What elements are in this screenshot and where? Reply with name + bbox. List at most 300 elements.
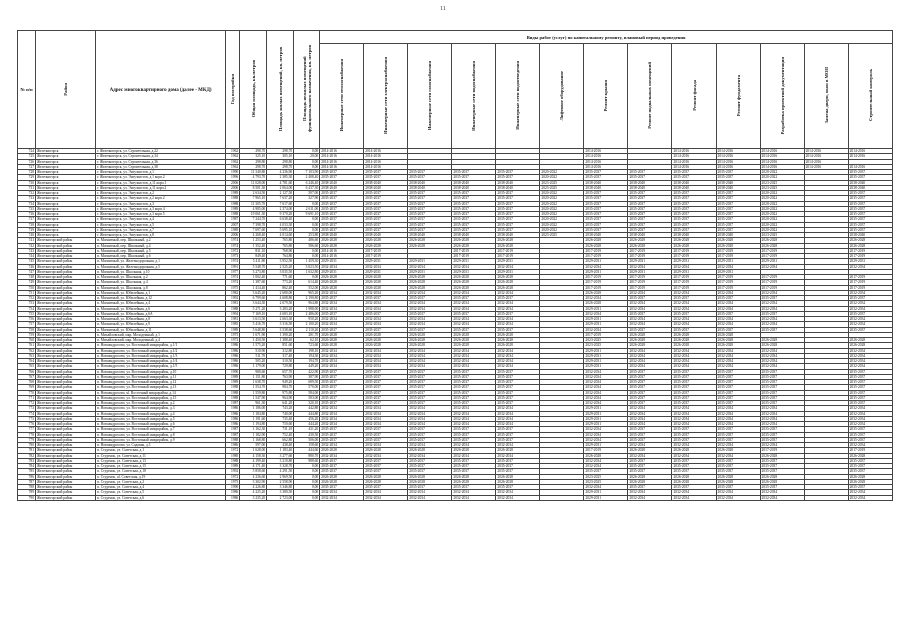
table-cell: 2017-2019 (848, 248, 892, 253)
table-cell: 20,00 (294, 154, 320, 159)
table-cell: 3 235,20 (240, 495, 267, 500)
table-cell: Железногорск (36, 154, 96, 159)
table-cell: 325,10 (240, 154, 267, 159)
table-cell: 2035-2037 (716, 327, 760, 332)
table-cell: 2032-2034 (628, 359, 672, 364)
table-cell: г. Железногорск, ул. Энтузиастов, д.8 (96, 233, 226, 238)
table-cell: 2032-2034 (320, 416, 364, 421)
table-cell: 2035-2037 (628, 222, 672, 227)
table-cell: 2006 (226, 185, 240, 190)
table-cell: 194,70 (294, 359, 320, 364)
table-cell: 1 183,40 (267, 448, 294, 453)
table-cell: 2032-2034 (320, 348, 364, 353)
table-row (18, 437, 893, 442)
table-cell: 2035-2037 (364, 217, 408, 222)
table-cell: 2035-2037 (716, 464, 760, 469)
table-cell: 4 158,30 (240, 453, 267, 458)
table-cell: Железногорский район (36, 264, 96, 269)
table-cell: 2026-2028 (364, 332, 408, 337)
table-cell: 2035-2037 (716, 437, 760, 442)
table-cell: 2026-2028 (320, 285, 364, 290)
table-cell: 2032-2034 (848, 364, 892, 369)
table-cell: 758 (18, 327, 36, 332)
table-cell: 2035-2037 (320, 296, 364, 301)
table-cell: 2035-2037 (760, 369, 804, 374)
table-cell: 2035-2037 (364, 296, 408, 301)
table-cell: 2 486,00 (294, 311, 320, 316)
table-cell: 2035-2037 (672, 311, 716, 316)
table-cell: 2032-2034 (452, 264, 496, 269)
table-cell: 2038-2040 (452, 185, 496, 190)
table-row (18, 306, 893, 311)
table-cell: 2032-2034 (364, 290, 408, 295)
table-cell: 5 858,60 (240, 469, 267, 474)
table-cell: 2026-2028 (408, 238, 452, 243)
table-cell: 2035-2037 (672, 464, 716, 469)
table-cell: 2035-2037 (408, 374, 452, 379)
table-cell: 2035-2037 (760, 432, 804, 437)
table-cell: 0,00 (294, 201, 320, 206)
table-cell: 2017-2019 (760, 248, 804, 253)
table-cell: 1996 (226, 175, 240, 180)
table-cell: Железногорский район (36, 322, 96, 327)
table-cell: 5 695,10 (267, 227, 294, 232)
table-cell: 2032-2034 (452, 290, 496, 295)
table-cell: 2035-2037 (452, 327, 496, 332)
table-cell: 1 184,80 (240, 411, 267, 416)
table-cell: 2032-2034 (628, 290, 672, 295)
table-cell: 2026-2028 (672, 479, 716, 484)
table-cell: 1 002,40 (240, 275, 267, 280)
table-cell: 2032-2034 (848, 348, 892, 353)
table-cell: 723,60 (294, 343, 320, 348)
table-cell: 2032-2034 (716, 322, 760, 327)
table-cell: 2038-2040 (584, 180, 628, 185)
table-cell: 2026-2028 (716, 338, 760, 343)
table-cell: 2035-2037 (320, 458, 364, 463)
table-cell: 2035-2037 (848, 464, 892, 469)
table-cell: 2032-2034 (716, 290, 760, 295)
table-cell: 773,20 (267, 280, 294, 285)
table-cell: 2023-2025 (540, 180, 584, 185)
table-cell: 4 171,40 (240, 464, 267, 469)
table-cell: п. Новоандросово, ul. Восточный микрорайон, д.14 (96, 390, 226, 395)
table-cell: 1 179,00 (240, 364, 267, 369)
table-cell: 2020-2022 (540, 222, 584, 227)
table-cell: 2026-2028 (496, 448, 540, 453)
table-cell: 2020-2022 (540, 170, 584, 175)
table-cell: 2020-2022 (760, 175, 804, 180)
table-cell: 787 (18, 479, 36, 484)
table-cell: 2035-2037 (672, 395, 716, 400)
table-cell: 2026-2028 (848, 474, 892, 479)
table-cell: 2035-2037 (716, 401, 760, 406)
table-cell: 2020-2022 (760, 170, 804, 175)
table-cell: 2035-2037 (320, 191, 364, 196)
table-cell: 1988 (226, 395, 240, 400)
table-cell: 1 352,40 (240, 243, 267, 248)
table-cell: 0,00 (294, 217, 320, 222)
table-cell: 2032-2034 (628, 443, 672, 448)
table-cell: 782 (18, 453, 36, 458)
table-cell: 2029-2031 (584, 348, 628, 353)
table-cell: 9 691,10 (294, 212, 320, 217)
table-cell: 2035-2037 (716, 170, 760, 175)
table-cell: 2014-2016 (320, 248, 364, 253)
table-cell: 1988 (226, 385, 240, 390)
table-cell: 2 634,50 (240, 191, 267, 196)
table-cell: 2035-2037 (496, 437, 540, 442)
table-row (18, 338, 893, 343)
table-cell: 2035-2037 (364, 196, 408, 201)
table-cell: 2035-2037 (584, 469, 628, 474)
table-cell: 198,10 (294, 348, 320, 353)
header-work-type: Инженерные сети водоотведения (496, 44, 540, 149)
table-cell: 2026-2028 (320, 479, 364, 484)
table-cell: 2032-2034 (320, 306, 364, 311)
table-cell: 1992 (226, 469, 240, 474)
table-cell: 784 (18, 464, 36, 469)
table-cell: 741 (18, 238, 36, 243)
table-cell: 0,00 (294, 164, 320, 169)
header-work-type: Инженерные сети электроснабжения (364, 44, 408, 149)
table-cell: 2035-2037 (584, 191, 628, 196)
table-cell: 2017-2019 (848, 275, 892, 280)
header-work-type: Ремонт крыши (584, 44, 628, 149)
table-cell: 747 (18, 269, 36, 274)
table-cell: 764,80 (267, 254, 294, 259)
table-cell: 2032-2034 (408, 453, 452, 458)
table-cell: 2035-2037 (364, 369, 408, 374)
table-cell: 2035-2037 (760, 311, 804, 316)
table-cell: 1 628,00 (240, 448, 267, 453)
table-cell: 2035-2037 (320, 206, 364, 211)
table-cell: 2035-2037 (408, 296, 452, 301)
table-cell: п. Магнитный, пер. Школьный, д.5 (96, 248, 226, 253)
table-cell: 1989 (226, 191, 240, 196)
table-cell: Железногорский район (36, 495, 96, 500)
table-cell: 2032-2034 (672, 490, 716, 495)
table-cell: 2017-2019 (848, 280, 892, 285)
table-cell: 2032-2034 (584, 327, 628, 332)
table-cell: 1988 (226, 458, 240, 463)
table-cell: 3 952,50 (267, 259, 294, 264)
table-cell: г. Железногорск, ул. Энтузиастов, д.2 корп.2 (96, 196, 226, 201)
table-cell: 2026-2028 (672, 474, 716, 479)
table-cell: г. Железногорск, ул. Энтузиастов, д.11 корп.1 (96, 180, 226, 185)
table-cell: 2035-2037 (672, 206, 716, 211)
table-cell: г. Железногорск, ул. Энтузиастов, д.4 (96, 217, 226, 222)
table-cell: 2038-2040 (628, 233, 672, 238)
table-cell: 2035-2037 (408, 380, 452, 385)
table-cell: 725 (18, 154, 36, 159)
table-cell: 2035-2037 (364, 458, 408, 463)
table-cell: 2014-2016 (364, 149, 408, 154)
table-cell: 2035-2037 (452, 191, 496, 196)
table-cell: 2035-2037 (848, 369, 892, 374)
table-cell: 2032-2034 (760, 411, 804, 416)
table-cell: 1986 (226, 353, 240, 358)
table-cell: 2035-2037 (848, 296, 892, 301)
table-cell: 2035-2037 (716, 201, 760, 206)
table-cell: 2026-2028 (628, 448, 672, 453)
table-cell: 2032-2034 (760, 443, 804, 448)
table-cell: 2014-2016 (584, 164, 628, 169)
table-cell: 2026-2028 (452, 238, 496, 243)
table-cell: п. Магнитный, пер. Школьный, д.4 (96, 243, 226, 248)
table-cell: 4 226,80 (240, 485, 267, 490)
table-cell: 2029-2031 (364, 269, 408, 274)
table-cell: 2035-2037 (628, 390, 672, 395)
table-cell: 2032-2034 (452, 406, 496, 411)
table-cell: Железногорский район (36, 306, 96, 311)
table-cell: Железногорский район (36, 243, 96, 248)
table-cell: 2032-2034 (848, 422, 892, 427)
table-cell: 1989 (226, 380, 240, 385)
table-cell: 2017-2019 (716, 275, 760, 280)
table-row (18, 432, 893, 437)
table-cell: 4 225,20 (240, 490, 267, 495)
table-cell: 2032-2034 (364, 406, 408, 411)
table-cell: 3 346,80 (267, 485, 294, 490)
table-cell: 770 (18, 390, 36, 395)
table-cell: 789 (18, 490, 36, 495)
table-cell: 765 (18, 364, 36, 369)
table-cell: 2026-2028 (628, 338, 672, 343)
table-cell: 2035-2037 (452, 380, 496, 385)
table-cell: 2026-2028 (672, 243, 716, 248)
table-cell: 444,80 (294, 411, 320, 416)
table-cell: 2032-2034 (584, 401, 628, 406)
table-cell: 2032-2034 (716, 411, 760, 416)
table-cell: 2032-2034 (848, 411, 892, 416)
table-cell: 2035-2037 (848, 327, 892, 332)
table-cell: 298,70 (240, 149, 267, 154)
table-cell: 2035-2037 (408, 427, 452, 432)
table-cell: 2032-2034 (628, 416, 672, 421)
table-cell: 2035-2037 (452, 469, 496, 474)
table-cell: 1990 (226, 369, 240, 374)
table-cell: 2032-2034 (320, 364, 364, 369)
table-cell: 510,90 (240, 348, 267, 353)
table-cell: 2032-2034 (760, 264, 804, 269)
table-cell: 2038-2040 (672, 180, 716, 185)
table-cell: Железногорский район (36, 390, 96, 395)
table-cell: 2035-2037 (628, 311, 672, 316)
table-cell: Железногорск (36, 212, 96, 217)
table-cell: 1981 (226, 301, 240, 306)
table-cell: п. Новоандросово, ул. Восточный микрорайон, д.13 (96, 385, 226, 390)
table-cell: 2 679,50 (267, 301, 294, 306)
table-cell: 2026-2028 (452, 448, 496, 453)
table-cell: 2026-2028 (496, 243, 540, 248)
table-cell: 2032-2034 (760, 322, 804, 327)
table-cell: 2035-2037 (496, 201, 540, 206)
table-cell: 2032-2034 (760, 306, 804, 311)
table-cell: 752 (18, 296, 36, 301)
table-cell: 2032-2034 (672, 495, 716, 500)
table-cell: 2035-2037 (716, 385, 760, 390)
table-cell: 2035-2037 (320, 170, 364, 175)
table-row (18, 290, 893, 295)
table-cell: 2032-2034 (408, 422, 452, 427)
table-cell: 2020-2022 (540, 206, 584, 211)
table-cell: 2020-2022 (540, 227, 584, 232)
table-row (18, 222, 893, 227)
table-cell: 570,00 (294, 385, 320, 390)
table-cell: 2029-2031 (672, 259, 716, 264)
table-cell: 2035-2037 (672, 217, 716, 222)
table-cell: 2035-2037 (320, 432, 364, 437)
table-cell: 0,00 (294, 159, 320, 164)
table-cell: п. Магнитный, ул. Юбилейная, д.6А (96, 311, 226, 316)
table-cell: 1987 (226, 217, 240, 222)
table-cell: 2035-2037 (496, 432, 540, 437)
table-cell: 1974 (226, 275, 240, 280)
table-cell: 2032-2034 (496, 301, 540, 306)
table-cell: 2032-2034 (452, 416, 496, 421)
table-cell: 4 793,70 (240, 175, 267, 180)
table-cell: 2038-2040 (628, 185, 672, 190)
table-cell: 281,70 (294, 332, 320, 337)
table-cell: 2035-2037 (716, 380, 760, 385)
table-cell: 2029-2031 (496, 259, 540, 264)
table-cell: 2032-2034 (760, 359, 804, 364)
table-cell: 2014-2016 (760, 159, 804, 164)
table-cell: 2032-2034 (496, 348, 540, 353)
table-cell: 2035-2037 (848, 201, 892, 206)
table-cell: 2032-2034 (628, 353, 672, 358)
table-cell: 2035-2037 (672, 437, 716, 442)
table-cell: 2032-2034 (364, 422, 408, 427)
table-cell: 3 316,50 (267, 322, 294, 327)
table-cell: п. Новоандросово, ул. Восточный микрорайон, д.8 (96, 432, 226, 437)
table-cell: 507,00 (294, 191, 320, 196)
table-cell: 1985 (226, 322, 240, 327)
table-cell: 2029-2031 (584, 495, 628, 500)
table-cell: 2032-2034 (408, 411, 452, 416)
table-cell: 2032-2034 (716, 490, 760, 495)
table-cell: Железногорский район (36, 338, 96, 343)
table-cell: 3 023,50 (294, 264, 320, 269)
table-cell: 2032-2034 (408, 443, 452, 448)
table-cell: 2038-2040 (716, 180, 760, 185)
table-cell: 949,20 (267, 380, 294, 385)
table-cell: 2035-2037 (628, 395, 672, 400)
table-cell: 2035-2037 (672, 201, 716, 206)
table-cell: Железногорский район (36, 364, 96, 369)
table-cell: 312,80 (267, 348, 294, 353)
table-cell: 2032-2034 (848, 322, 892, 327)
table-cell: Железногорский район (36, 448, 96, 453)
table-cell: 2026-2028 (760, 453, 804, 458)
table-cell: 735 (18, 206, 36, 211)
table-cell: Железногорск (36, 175, 96, 180)
table-cell: Железногорский район (36, 353, 96, 358)
table-cell: 2035-2037 (452, 175, 496, 180)
table-cell: 1962 (226, 159, 240, 164)
header-work-type: Разработка проектной документации (760, 44, 804, 149)
table-row (18, 374, 893, 379)
table-cell: 5 648,80 (240, 327, 267, 332)
table-cell: 2032-2034 (320, 359, 364, 364)
table-cell: 2014-2016 (364, 159, 408, 164)
table-cell: 2029-2031 (364, 259, 408, 264)
header-work-type: Инженерные сети теплоснабжения (320, 44, 364, 149)
table-cell: 2038-2040 (848, 180, 892, 185)
table-cell: 2035-2037 (716, 311, 760, 316)
table-cell: 1 194,80 (240, 422, 267, 427)
table-cell: 2026-2028 (364, 448, 408, 453)
table-cell: 2023-2025 (584, 474, 628, 479)
table-cell: г. Железногорск, ул. Строительная, д.22 (96, 149, 226, 154)
table-cell: 2035-2037 (452, 170, 496, 175)
table-row (18, 254, 893, 259)
table-cell: 2017-2019 (584, 254, 628, 259)
table-cell: 2026-2028 (584, 301, 628, 306)
table-cell: 2017-2019 (628, 275, 672, 280)
table-cell: п. Магнитный, ул. Юбилейная, д.4 (96, 301, 226, 306)
table-cell: 444,60 (294, 448, 320, 453)
table-cell: 1975 (226, 285, 240, 290)
table-cell: 2026-2028 (672, 332, 716, 337)
table-cell: 1986 (226, 359, 240, 364)
table-cell: 2032-2034 (408, 306, 452, 311)
table-cell: 4 291,50 (267, 469, 294, 474)
table-cell: 1 186,00 (240, 406, 267, 411)
table-cell: 849,40 (240, 254, 267, 259)
table-cell: 2026-2028 (496, 338, 540, 343)
table-cell: 2017-2019 (496, 254, 540, 259)
table-cell: 2032-2034 (628, 348, 672, 353)
table-cell: 2029-2031 (584, 443, 628, 448)
table-cell: 2020-2022 (760, 217, 804, 222)
table-cell: 2032-2034 (848, 317, 892, 322)
table-cell: 2035-2037 (452, 374, 496, 379)
table-cell: 980,60 (240, 369, 267, 374)
table-cell: п. Студенок, ул. Советская, д.13 (96, 458, 226, 463)
table-cell: 2032-2034 (848, 443, 892, 448)
table-cell: 2014-2016 (584, 149, 628, 154)
table-cell: 2035-2037 (848, 390, 892, 395)
table-cell: п. Магнитный, ул. Юбилейная, д.9 (96, 322, 226, 327)
table-cell: 2038-2040 (496, 233, 540, 238)
table-cell: 2035-2037 (848, 222, 892, 227)
table-cell: Железногорск (36, 180, 96, 185)
table-cell: 7 637,20 (267, 196, 294, 201)
table-cell: 2026-2028 (364, 238, 408, 243)
table-cell: 0,00 (294, 495, 320, 500)
table-cell: 2038-2040 (364, 233, 408, 238)
table-cell: 2026-2028 (364, 479, 408, 484)
table-cell: 2017-2019 (628, 254, 672, 259)
table-cell: 2026-2028 (760, 474, 804, 479)
table-cell: 2026-2028 (628, 243, 672, 248)
table-cell: 2035-2037 (408, 437, 452, 442)
header-work-type: Инженерные сети газоснабжения (408, 44, 452, 149)
table-cell: 2032-2034 (496, 359, 540, 364)
table-cell: 9 370,20 (267, 212, 294, 217)
table-cell: Железногорск (36, 217, 96, 222)
table-cell: 769 (18, 385, 36, 390)
table-cell: 444,20 (294, 422, 320, 427)
table-cell: 2035-2037 (628, 191, 672, 196)
table-cell: п. Новоандросово, ул. Садовая, д.3 (96, 443, 226, 448)
table-cell: 2 100,20 (294, 322, 320, 327)
table-cell: 2026-2028 (452, 332, 496, 337)
table-cell: 2032-2034 (584, 374, 628, 379)
table-cell: 1972 (226, 448, 240, 453)
